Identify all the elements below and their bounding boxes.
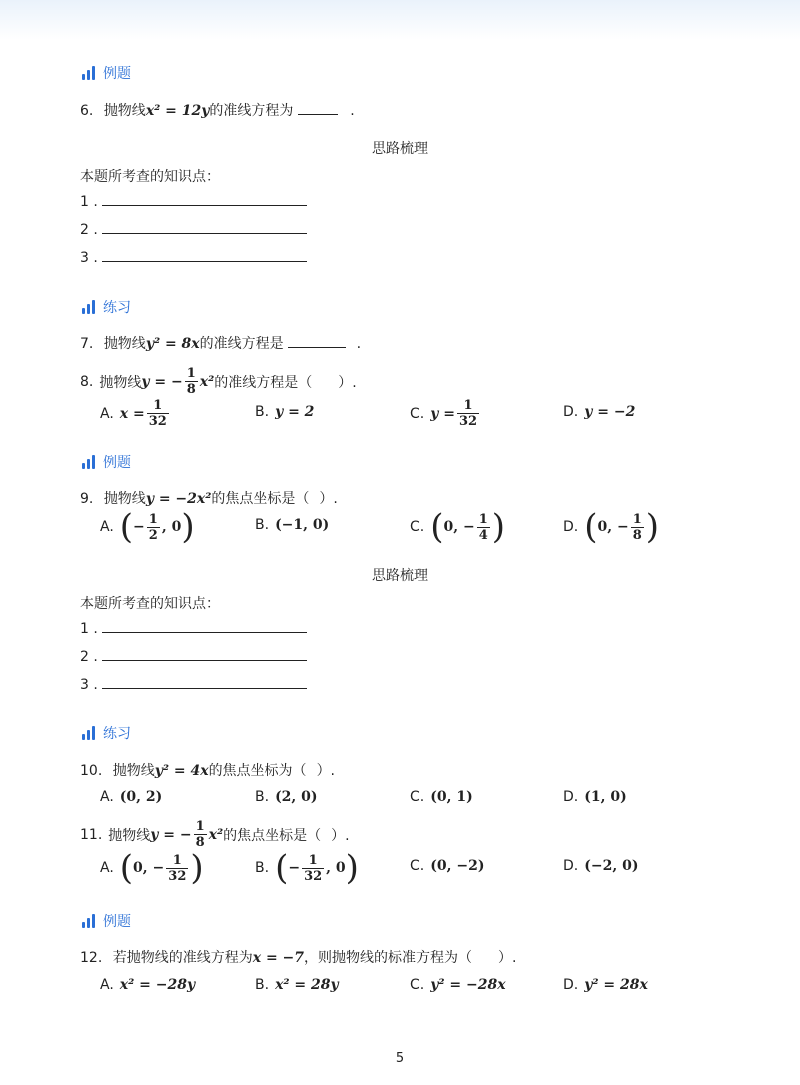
section-header-practice [82, 723, 131, 743]
option-label: A. [100, 860, 114, 876]
equation: y = − [141, 373, 183, 390]
option-label: C. [410, 789, 425, 805]
question-text: 的焦点坐标是（ [223, 827, 322, 844]
knowledge-line-1 [80, 194, 307, 210]
question-text: 的准线方程是（ [214, 374, 313, 391]
answer-blank[interactable] [298, 112, 338, 115]
equation: x² = 12y [145, 103, 210, 119]
question-text: 抛物线 [112, 763, 155, 779]
fraction [147, 398, 169, 429]
fraction-denominator: 32 [458, 414, 478, 429]
fraction-numerator: 1 [478, 511, 488, 527]
equation: y² = 4x [154, 763, 209, 779]
option-value: (0, 1) [430, 789, 473, 805]
question-6 [80, 100, 355, 120]
option-a[interactable] [100, 789, 162, 805]
option-label: B. [255, 789, 270, 805]
question-text: ，则抛物线的标准方程为（ [304, 950, 473, 966]
question-end: ）. [331, 827, 350, 844]
option-value: (0, −2) [430, 858, 485, 874]
question-number: 12. [80, 950, 103, 966]
option-value: x² = −28y [119, 977, 196, 993]
option-b[interactable]: B. ( − $\frac{1}{32}$ , 0 ) [255, 848, 359, 888]
option-label: B. [255, 404, 270, 420]
bar-chart-icon [82, 914, 95, 928]
option-label: D. [563, 789, 579, 805]
option-b[interactable] [255, 977, 339, 993]
option-value: y = −2 [584, 404, 636, 420]
section-header-example [82, 63, 131, 83]
line-number: 1 . [80, 194, 98, 210]
fraction [185, 366, 198, 397]
option-c[interactable] [410, 398, 481, 429]
equation: x² [208, 826, 224, 843]
option-value: y² = −28x [430, 977, 506, 993]
question-7 [80, 333, 361, 353]
option-label: B. [255, 517, 270, 533]
option-value: (−1, 0) [275, 517, 330, 533]
equation: y = − [150, 826, 192, 843]
bar-chart-icon [82, 726, 95, 740]
answer-line[interactable] [102, 678, 307, 689]
option-value: − [288, 860, 301, 876]
option-value: 0, − [133, 860, 165, 876]
section-label: 练习 [103, 726, 131, 742]
option-a[interactable]: A. ( − $\frac{1}{2}$ , 0 ) [100, 507, 195, 547]
fraction [477, 512, 490, 543]
equation: x = −7 [252, 950, 305, 966]
answer-line[interactable] [102, 223, 307, 234]
line-number: 3 . [80, 677, 98, 693]
fraction-numerator: 1 [463, 398, 473, 413]
question-8 [80, 366, 357, 397]
bar-chart-icon [82, 455, 95, 469]
question-number: 10. [80, 763, 103, 779]
question-text: 的焦点坐标是（ [211, 491, 310, 507]
fraction-numerator: 1 [153, 398, 163, 413]
option-label: C. [410, 858, 425, 874]
fraction-numerator: 1 [148, 511, 158, 527]
equation: x² [199, 373, 215, 390]
option-c[interactable] [410, 977, 506, 993]
option-b[interactable] [255, 789, 318, 805]
knowledge-line-3 [80, 677, 307, 693]
option-label: C. [410, 977, 425, 993]
fraction [631, 512, 644, 543]
fraction [302, 853, 324, 884]
option-value: − [133, 519, 145, 535]
question-number: 8. [80, 373, 94, 390]
equation: y = −2x² [145, 491, 212, 507]
option-d[interactable] [563, 977, 648, 993]
question-end: ）. [498, 950, 517, 966]
question-text: 抛物线 [103, 336, 146, 352]
option-d[interactable] [563, 858, 638, 874]
line-number: 2 . [80, 649, 98, 665]
question-12 [80, 947, 516, 967]
option-label: D. [563, 858, 579, 874]
question-number: 9. [80, 491, 94, 507]
question-10 [80, 760, 335, 780]
option-value: (2, 0) [275, 789, 318, 805]
question-text: 的准线方程是 [199, 336, 284, 352]
section-header-practice [82, 297, 131, 317]
option-d[interactable]: D. ( 0, − $\frac{1}{8}$ ) [563, 507, 660, 547]
option-label: C. [410, 405, 425, 422]
answer-line[interactable] [102, 650, 307, 661]
question-number: 7. [80, 336, 94, 352]
section-header-example [82, 452, 131, 472]
question-end: ）. [338, 374, 357, 391]
question-text: 的准线方程为 [209, 103, 294, 119]
fraction-numerator: 1 [195, 819, 205, 834]
fraction-denominator: 8 [195, 835, 205, 850]
option-label: A. [100, 789, 114, 805]
fraction-denominator: 4 [478, 527, 488, 543]
knowledge-intro: 本题所考查的知识点： [80, 596, 220, 612]
option-value: x = [119, 405, 145, 422]
question-number: 11. [80, 826, 103, 843]
option-value: , 0 [161, 519, 182, 535]
question-text: 的焦点坐标为（ [208, 763, 307, 779]
question-text: 抛物线 [103, 103, 146, 119]
bar-chart-icon [82, 66, 95, 80]
question-end: ）. [316, 763, 336, 779]
fraction-denominator: 8 [186, 382, 196, 397]
line-number: 3 . [80, 250, 98, 266]
fraction-numerator: 1 [308, 852, 318, 868]
option-a[interactable] [100, 398, 171, 429]
question-end: . [356, 336, 362, 352]
question-text: 抛物线 [103, 491, 146, 507]
fraction-denominator: 8 [632, 527, 642, 543]
question-11 [80, 819, 350, 850]
option-value: 0, − [597, 519, 629, 535]
option-label: D. [563, 404, 579, 420]
fraction [147, 512, 160, 543]
question-end: ）. [319, 491, 338, 507]
option-value: (−2, 0) [584, 858, 639, 874]
fraction-denominator: 32 [304, 868, 323, 884]
section-label: 例题 [103, 914, 131, 930]
knowledge-intro: 本题所考查的知识点： [80, 169, 220, 185]
fraction-numerator: 1 [172, 852, 182, 868]
equation: y² = 8x [145, 336, 200, 352]
option-b[interactable] [255, 517, 329, 533]
option-d[interactable] [563, 404, 635, 420]
option-b[interactable] [255, 404, 314, 420]
line-number: 1 . [80, 621, 98, 637]
bar-chart-icon [82, 300, 95, 314]
option-value: 0, − [443, 519, 475, 535]
option-value: x² = 28y [275, 977, 339, 993]
fraction-numerator: 1 [186, 366, 196, 381]
option-label: C. [410, 519, 425, 535]
thinking-heading: 思路梳理 [372, 141, 428, 157]
option-label: B. [255, 977, 270, 993]
option-label: A. [100, 519, 114, 535]
question-number: 6. [80, 103, 94, 119]
header-band [0, 0, 800, 40]
option-label: D. [563, 519, 579, 535]
answer-line[interactable] [102, 622, 307, 633]
answer-line[interactable] [102, 195, 307, 206]
fraction-numerator: 1 [632, 511, 642, 527]
option-d[interactable] [563, 789, 627, 805]
question-end: . [350, 103, 355, 119]
option-value: (0, 2) [119, 789, 163, 805]
option-label: A. [100, 977, 114, 993]
option-value: (1, 0) [584, 789, 627, 805]
option-label: A. [100, 405, 114, 422]
knowledge-line-2 [80, 222, 307, 238]
question-text: 抛物线 [108, 827, 151, 844]
fraction-denominator: 32 [148, 414, 167, 429]
option-value: y = 2 [275, 404, 315, 420]
answer-blank[interactable] [288, 345, 346, 348]
question-text: 若抛物线的准线方程为 [112, 950, 253, 966]
option-value: , 0 [326, 860, 346, 876]
option-a[interactable] [100, 977, 195, 993]
option-label: B. [255, 860, 270, 876]
question-9 [80, 488, 338, 508]
page-number: 5 [395, 1051, 405, 1066]
option-a[interactable]: A. ( 0, − $\frac{1}{32}$ ) [100, 848, 204, 888]
knowledge-line-1 [80, 621, 307, 637]
section-label: 练习 [103, 300, 131, 316]
option-c[interactable] [410, 789, 473, 805]
section-label: 例题 [103, 66, 131, 82]
fraction [166, 853, 188, 884]
section-header-example [82, 911, 131, 931]
knowledge-line-2 [80, 649, 307, 665]
option-c[interactable] [410, 858, 484, 874]
section-label: 例题 [103, 455, 131, 471]
knowledge-line-3 [80, 250, 307, 266]
line-number: 2 . [80, 222, 98, 238]
fraction [457, 398, 479, 429]
option-value: y = [430, 405, 455, 422]
fraction [194, 819, 207, 850]
question-text: 抛物线 [99, 374, 142, 391]
thinking-heading: 思路梳理 [372, 568, 428, 584]
option-value: y² = 28x [584, 977, 648, 993]
option-c[interactable]: C. ( 0, − $\frac{1}{4}$ ) [410, 507, 506, 547]
fraction-denominator: 2 [148, 527, 158, 543]
fraction-denominator: 32 [168, 868, 187, 884]
option-label: D. [563, 977, 579, 993]
answer-line[interactable] [102, 251, 307, 262]
